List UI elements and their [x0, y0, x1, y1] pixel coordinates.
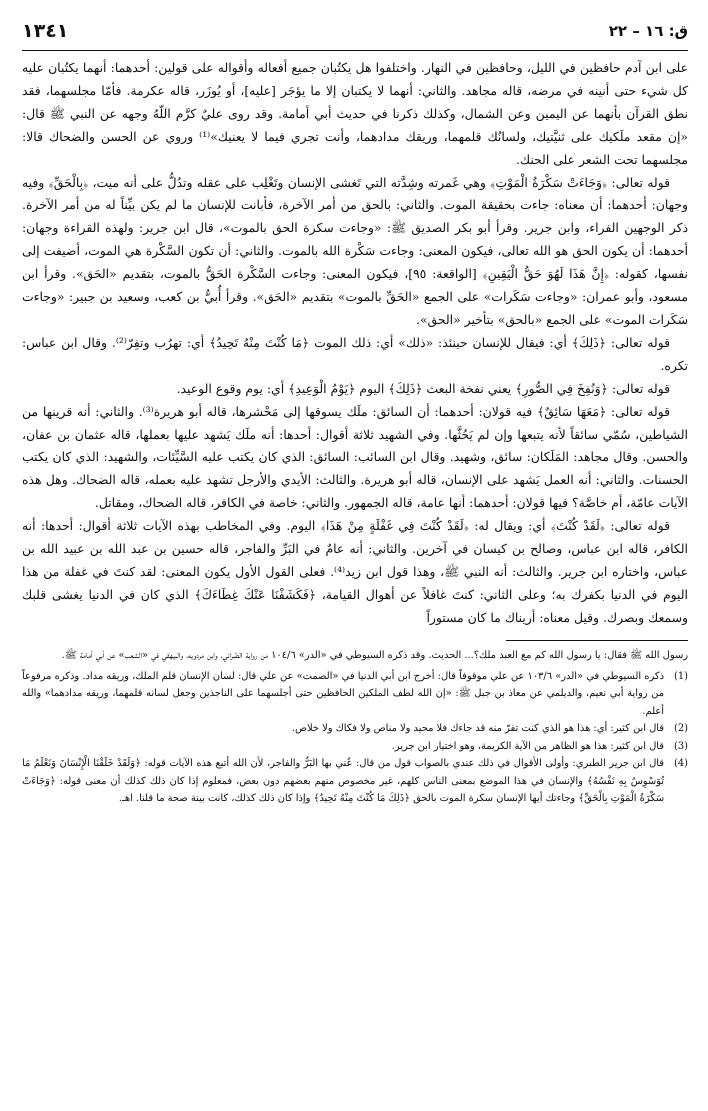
paragraph: قوله تعالى: ﴿مَعَهَا سَائِقٌ﴾ فيه قولان: أحدهما: أن السائق: ملَك يسوقها إلى مَحْشرها، قاله أبو هريرة⁽³⁾. والثاني: أنه قرينها من الشياطين، سُمّي سائقاً لأنه يتبعها وإن لم يَحُثَّها. وفي الشهيد ثلاثة أقوال: أحدها: أنه ملَك يَشهد عليها بعملها، قاله عثمان بن عفان، والحسن. وقال مجاهد: المَلَكان: سائق، وشهيد. وقال ابن السائب: السائق: الذي كان يكتب عليه السَّيِّئات، والشهيد: الذي كان يكتب الحسنات. والثاني: أنه العمل يَشهد على الإنسان، قاله أبو هريرة. والثالث: الأيدي والأرجل تشهد عليه بعمله، قاله الضحاك. وهل هذه الآيات عامّة، أم خاصَّة؟ فيها قولان: أحدهما: أنها عامة، قاله الجمهور. والثاني: خاصة في الكافر، قاله الضحاك، ومقاتل.	[22, 403, 688, 511]
footnote-number: (4)	[673, 758, 688, 770]
footnote	[22, 668, 688, 720]
footnote-text: قال ابن كثير: أي: هذا هو الذي كنت تفرّ منه قد جاءك فلا محيد ولا مناص ولا فكاك ولا خلاص.	[291, 723, 664, 735]
main-text	[22, 57, 688, 630]
footnote-text: قال ابن كثير: هذا هو الظاهر من الآية الكريمة، وهو اختيار ابن جرير.	[391, 740, 664, 752]
page-number: ١٣٤١	[22, 20, 69, 42]
paragraph: قوله تعالى: ﴿وَجَاءَتْ سَكْرَةُ الْمَوْتِ﴾ وهي غَمرته وشِدَّته التي تَغشى الإنسان وتَغْلِب على عقله وتدُلُّ على أنه ميت، ﴿بِالْحَقِّ﴾ وفيه وجهان: أحدهما: أن معناه: جاءت بحقيقة الموت. والثاني: بالحق من أمر الآخرة، فأبانت للإنسان ما لم يكن بيِّناً له من أمر الآخرة. ذكر الوجهين الفراء، وابن جرير. وقرأ أبو بكر الصديق ﷺ: «وجاءت سكرة الحق بالموت»، قال ابن جرير: ولهذه القراءة وجهان: أحدهما: أن يكون الحق هو الله تعالى، فيكون المعنى: وجاءت سَكْرة الله بالموت. والثاني: أن تكون السَّكْرة هي الموت، أضيفت إلى نفسها، كقوله: ﴿إِنَّ هَذَا لَهُوَ حَقُّ الْيَقِينِ﴾ [الواقعة: ٩٥]، فيكون المعنى: وجاءت السَّكْرة الحَقُّ بالموت، بتقديم «الحَق». وقرأ ابن مسعود، وأبو عمران: «وجاءت سَكَرات» على الجمع «الحَقِّ بالموت» بتقديم «الحَق». وقرأ أُبيُّ بن كعب، وسعيد بن جبير: «وجاءت سَكَرات الموت» على الجمع «بالحق» بتأخير «الحق».	[22, 174, 688, 327]
paragraph: قوله تعالى: ﴿وَنُفِخَ فِي الصُّورِ﴾ يعني نفخة البعث ﴿ذَلِكَ﴾ اليوم ﴿يَوْمُ الْوَعِيدِ﴾ أي: يوم وقوع الوعيد.	[176, 380, 670, 396]
surah-reference: ق: ١٦ – ٢٢	[608, 22, 688, 40]
paragraph: قوله تعالى: ﴿لَقَدْ كُنْتَ﴾ أي: ويقال له: ﴿لَقَدْ كُنْتَ فِي غَفْلَةٍ مِنْ هَذَا﴾ اليوم. وفي المخاطب بهذه الآيات ثلاثة أقوال: أحدها: أنه الكافر، قاله ابن عباس، وصالح بن كيسان في آخرين. والثاني: أنه عامٌ في البَرِّ والفاجر، قاله حسين بن عبد الله بن عبيد الله بن عباس، واختاره ابن جرير. والثالث: أنه النبي ﷺ، وهذا قول ابن زيد⁽⁴⁾. فعلى القول الأول يكون المعنى: لقد كنتَ في غفلة من هذا اليوم في الدنيا بكفرك به؛ وعلى الثاني: كنتَ غافلاً عن أهوال القيامة، ﴿فَكَشَفْنَا عَنْكَ غِطَاءَكَ﴾ الذي كان في الدنيا يغشى قلبك وسمعك وبصرك. وقيل معناه: أريناك ما كان مستوراً	[22, 518, 688, 625]
footnote-continuation: رسول الله ﷺ فقال: يا رسول الله كم مع العبد ملك؟... الحديث. وقد ذكره السيوطي في «الدر» ١٠٤/٦ من رواية الطبراني، وابن مردويه، والبيهقي في «الشعب» عن أبي أمامة ﷺ.	[61, 649, 688, 661]
footnote-number: (2)	[673, 723, 688, 735]
footnote-number: (3)	[673, 740, 688, 752]
page-header	[22, 20, 688, 51]
footnote-separator	[506, 640, 688, 641]
footnotes	[22, 647, 688, 808]
paragraph: قوله تعالى: ﴿ذَلِكَ﴾ أي: فيقال للإنسان حينئذ: «ذلك» أي: ذلك الموت ﴿مَا كُنْتَ مِنْهُ تَحِيدُ﴾ أي: تهرُب وتفِرّ⁽²⁾. وقال ابن عباس: تكره.	[22, 334, 688, 373]
footnote	[22, 738, 688, 755]
paragraph: على ابن آدم حافظين في الليل، وحافظين في النهار. واختلفوا هل يكتُبان جميع أفعاله وأقواله على قولين: أحدهما: أنهما يكتُبان عليه كل شيء حتى أنينه في مرضه، قاله مجاهد. والثاني: أنهما لا يكتبان إلا ما يؤجَر [عليه]، أو يُوزَر، قاله عكرمة. فأمّا مجلسهما، فقد نطق القرآن بأنهما عن اليمين وعن الشمال، وكذلك ذكرنا في حديث أبي أمامة. وقد روى عليٌ كرَّم اللّهُ وجهه عن النبي ﷺ قال: «إن مقعد ملَكيك على ثنيَّتيك، ولسانُك قلمهما، وريقك مدادهما، وأنت تجري فيما لا يعنيك»⁽¹⁾ وروي عن الحسن والضحاك قالا: مجلسهما تحت الشعر على الحنك.	[22, 60, 688, 167]
footnote	[22, 720, 688, 737]
footnote-number: (1)	[673, 671, 688, 683]
footnote	[22, 755, 688, 807]
footnote-text: ذكره السيوطي في «الدر» ١٠٣/٦ عن علي موقوفاً قال: أخرج ابن أبي الدنيا في «الصمت» عن علي قال: لسان الإنسان قلم الملك، وريقه مداد. وذكره مرفوعاً من رواية أبي نعيم، والديلمي عن معاذ بن جبل ﷺ: «إن الله لطف الملكين الحافظين حتى أجلسهما على الناجذين وجعل لسانه قلمهما، وريقه مدادهما» والله أعلم.	[22, 671, 665, 717]
footnote-text: قال ابن جرير الطبري: وأولى الأقوال في ذلك عندي بالصواب قول من قال: عُني بها البَرُّ والفاجر، لأن الله أتبع هذه الآيات قوله: ﴿وَلَقَدْ خَلَقْنَا الْإِنْسَانَ وَنَعْلَمُ مَا تُوَسْوِسُ بِهِ نَفْسُهُ﴾ والإنسان في هذا الموضع بمعنى الناس كلهم، غير مخصوص منهم بعضهم دون بعض، فمعلوم إذا كان ذلك كذلك أن معنى قوله: ﴿وَجَاءَتْ سَكْرَةُ الْمَوْتِ بِالْحَقِّ﴾ وجاءتك أيها الإنسان سكرة الموت بالحق ﴿ذَلِكَ مَا كُنْتَ مِنْهُ تَحِيدُ﴾ وإذا كان ذلك كذلك، كانت بينة صحة ما قلنا. اهـ.	[22, 758, 664, 804]
